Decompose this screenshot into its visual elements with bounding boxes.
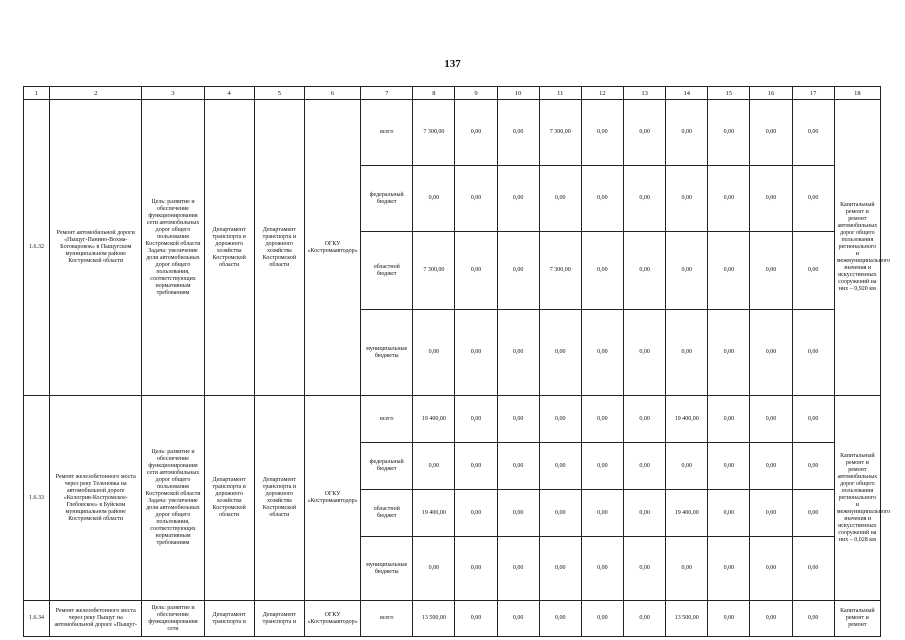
funding-value: 0,00 — [539, 443, 581, 490]
funding-value: 0,00 — [539, 166, 581, 232]
funding-value: 13 500,00 — [413, 601, 455, 637]
funding-value: 0,00 — [455, 396, 497, 443]
funding-value: 7 300,00 — [413, 232, 455, 310]
funding-value: 0,00 — [750, 166, 792, 232]
funding-value: 0,00 — [539, 537, 581, 601]
expected-result: Капитальный ремонт и ремонт автомобильных дорог общего пользования регионального и межмуниципального значения и искусственных сооружений на них – 0,920 км — [834, 100, 880, 396]
funding-value: 13 500,00 — [666, 601, 708, 637]
column-number-7: 7 — [361, 87, 413, 100]
funding-value: 0,00 — [666, 166, 708, 232]
funding-value: 0,00 — [750, 310, 792, 396]
funding-value: 0,00 — [497, 166, 539, 232]
funding-value: 19 400,00 — [413, 490, 455, 537]
table-row — [24, 396, 881, 443]
funding-value: 0,00 — [750, 100, 792, 166]
funding-value: 0,00 — [708, 232, 750, 310]
measure-id: 1.6.32 — [24, 100, 50, 396]
funding-value: 0,00 — [581, 443, 623, 490]
responsible-executor: Департамент транспорта и дорожного хозяйства Костромской области — [204, 100, 254, 396]
funding-value: 0,00 — [750, 490, 792, 537]
funding-value: 0,00 — [792, 490, 834, 537]
program-table — [23, 86, 891, 637]
funding-source: всего — [361, 396, 413, 443]
funding-value: 0,00 — [455, 232, 497, 310]
measure-name: Ремонт автомобильной дороги «Пыщуг-Панино-Вохма-Боговаровок» в Пыщугском муниципальном районе Костромской области — [50, 100, 142, 396]
funding-value: 0,00 — [708, 601, 750, 637]
funding-source: областной бюджет — [361, 232, 413, 310]
funding-value: 0,00 — [750, 601, 792, 637]
co-executor: Департамент транспорта и — [254, 601, 304, 637]
participant: ОГКУ «Костромаавтодор» — [304, 100, 360, 396]
goal-task: Цель: развитие и обеспечение функционирования сети автомобильных дорог общего пользования Костромской области Задача: увеличение доли автомобильных дорог общего пользования, соответствующих нормативным требованиям — [142, 100, 204, 396]
column-number-2: 2 — [50, 87, 142, 100]
funding-value: 0,00 — [539, 310, 581, 396]
funding-value: 7 300,00 — [413, 100, 455, 166]
funding-value: 19 400,00 — [413, 396, 455, 443]
column-number-11: 11 — [539, 87, 581, 100]
funding-value: 0,00 — [708, 166, 750, 232]
funding-value: 0,00 — [497, 601, 539, 637]
column-number-18: 18 — [834, 87, 880, 100]
funding-value: 0,00 — [413, 443, 455, 490]
funding-value: 0,00 — [581, 100, 623, 166]
column-number-12: 12 — [581, 87, 623, 100]
funding-value: 19 400,00 — [666, 396, 708, 443]
page-number: 137 — [444, 58, 461, 70]
funding-value: 0,00 — [792, 443, 834, 490]
column-number-3: 3 — [142, 87, 204, 100]
column-number-17: 17 — [792, 87, 834, 100]
funding-value: 0,00 — [708, 537, 750, 601]
funding-value: 0,00 — [581, 232, 623, 310]
funding-value: 0,00 — [413, 537, 455, 601]
funding-value: 7 300,00 — [539, 100, 581, 166]
funding-value: 0,00 — [750, 232, 792, 310]
funding-value: 0,00 — [708, 490, 750, 537]
funding-value: 0,00 — [581, 166, 623, 232]
funding-value: 0,00 — [455, 601, 497, 637]
funding-source: всего — [361, 100, 413, 166]
responsible-executor: Департамент транспорта и — [204, 601, 254, 637]
measure-id: 1.6.33 — [24, 396, 50, 601]
funding-value: 0,00 — [708, 396, 750, 443]
co-executor: Департамент транспорта и дорожного хозяйства Костромской области — [254, 396, 304, 601]
funding-value: 0,00 — [792, 537, 834, 601]
funding-value: 0,00 — [792, 232, 834, 310]
funding-value: 0,00 — [497, 310, 539, 396]
funding-value: 0,00 — [624, 601, 666, 637]
column-number-row — [24, 87, 881, 100]
funding-source: муниципальные бюджеты — [361, 310, 413, 396]
goal-task: Цель: развитие и обеспечение функционирования сети автомобильных дорог общего пользования Костромской области Задача: увеличение доли автомобильных дорог общего пользования, соответствующих нормативным требованиям — [142, 396, 204, 601]
goal-task: Цель: развитие и обеспечение функционирования сети — [142, 601, 204, 637]
column-number-13: 13 — [624, 87, 666, 100]
funding-value: 0,00 — [455, 310, 497, 396]
funding-value: 0,00 — [497, 537, 539, 601]
funding-value: 0,00 — [792, 310, 834, 396]
funding-value: 0,00 — [624, 232, 666, 310]
funding-value: 0,00 — [581, 537, 623, 601]
funding-value: 0,00 — [455, 100, 497, 166]
funding-value: 0,00 — [666, 100, 708, 166]
funding-value: 0,00 — [497, 232, 539, 310]
funding-value: 0,00 — [539, 396, 581, 443]
funding-source: федеральный бюджет — [361, 443, 413, 490]
funding-value: 0,00 — [750, 443, 792, 490]
funding-value: 0,00 — [624, 166, 666, 232]
funding-value: 0,00 — [708, 100, 750, 166]
funding-value: 0,00 — [792, 100, 834, 166]
funding-value: 0,00 — [581, 490, 623, 537]
funding-value: 0,00 — [624, 310, 666, 396]
column-number-5: 5 — [254, 87, 304, 100]
funding-value: 0,00 — [666, 443, 708, 490]
funding-value: 0,00 — [624, 396, 666, 443]
funding-value: 0,00 — [455, 443, 497, 490]
funding-value: 0,00 — [666, 310, 708, 396]
funding-value: 0,00 — [497, 100, 539, 166]
funding-value: 0,00 — [539, 490, 581, 537]
funding-value: 0,00 — [497, 443, 539, 490]
funding-value: 0,00 — [792, 166, 834, 232]
funding-value: 0,00 — [413, 166, 455, 232]
funding-value: 7 300,00 — [539, 232, 581, 310]
funding-source: всего — [361, 601, 413, 637]
funding-value: 0,00 — [581, 310, 623, 396]
column-number-15: 15 — [708, 87, 750, 100]
funding-value: 0,00 — [455, 166, 497, 232]
funding-value: 0,00 — [581, 396, 623, 443]
column-number-4: 4 — [204, 87, 254, 100]
column-number-8: 8 — [413, 87, 455, 100]
funding-value: 0,00 — [624, 537, 666, 601]
table-row — [24, 100, 881, 166]
funding-value: 0,00 — [581, 601, 623, 637]
funding-value: 0,00 — [455, 490, 497, 537]
participant: ОГКУ «Костромаавтодор» — [304, 396, 360, 601]
funding-source: муниципальные бюджеты — [361, 537, 413, 601]
funding-source: областной бюджет — [361, 490, 413, 537]
funding-value: 19 400,00 — [666, 490, 708, 537]
funding-value: 0,00 — [497, 490, 539, 537]
measure-name: Ремонт железобетонного моста через реку Теленовка на автомобильной дороге «Кологрив-Костромское-Глебовское» в Буйском муниципальном районе Костромской области — [50, 396, 142, 601]
funding-source: федеральный бюджет — [361, 166, 413, 232]
funding-value: 0,00 — [455, 537, 497, 601]
funding-value: 0,00 — [624, 100, 666, 166]
funding-value: 0,00 — [666, 537, 708, 601]
funding-value: 0,00 — [708, 443, 750, 490]
column-number-9: 9 — [455, 87, 497, 100]
participant: ОГКУ «Костромаавтодор» — [304, 601, 360, 637]
responsible-executor: Департамент транспорта и дорожного хозяйства Костромской области — [204, 396, 254, 601]
funding-value: 0,00 — [624, 490, 666, 537]
expected-result: Капитальный ремонт и ремонт автомобильных дорог общего пользования регионального и межмуниципального значения и искусственных сооружений на них – 0,028 км — [834, 396, 880, 601]
column-number-16: 16 — [750, 87, 792, 100]
expected-result: Капитальный ремонт и ремонт — [834, 601, 880, 637]
column-number-1: 1 — [24, 87, 50, 100]
co-executor: Департамент транспорта и дорожного хозяйства Костромской области — [254, 100, 304, 396]
funding-value: 0,00 — [539, 601, 581, 637]
funding-value: 0,00 — [708, 310, 750, 396]
funding-value: 0,00 — [750, 537, 792, 601]
measure-name: Ремонт железобетонного моста через реку Пыщуг на автомобильной дороге «Пыщуг- — [50, 601, 142, 637]
column-number-10: 10 — [497, 87, 539, 100]
funding-value: 0,00 — [497, 396, 539, 443]
funding-value: 0,00 — [624, 443, 666, 490]
funding-value: 0,00 — [792, 396, 834, 443]
funding-value: 0,00 — [413, 310, 455, 396]
table-row — [24, 601, 881, 637]
funding-value: 0,00 — [792, 601, 834, 637]
measure-id: 1.6.34 — [24, 601, 50, 637]
funding-value: 0,00 — [750, 396, 792, 443]
funding-value: 0,00 — [666, 232, 708, 310]
column-number-14: 14 — [666, 87, 708, 100]
column-number-6: 6 — [304, 87, 360, 100]
table-body — [24, 87, 891, 637]
